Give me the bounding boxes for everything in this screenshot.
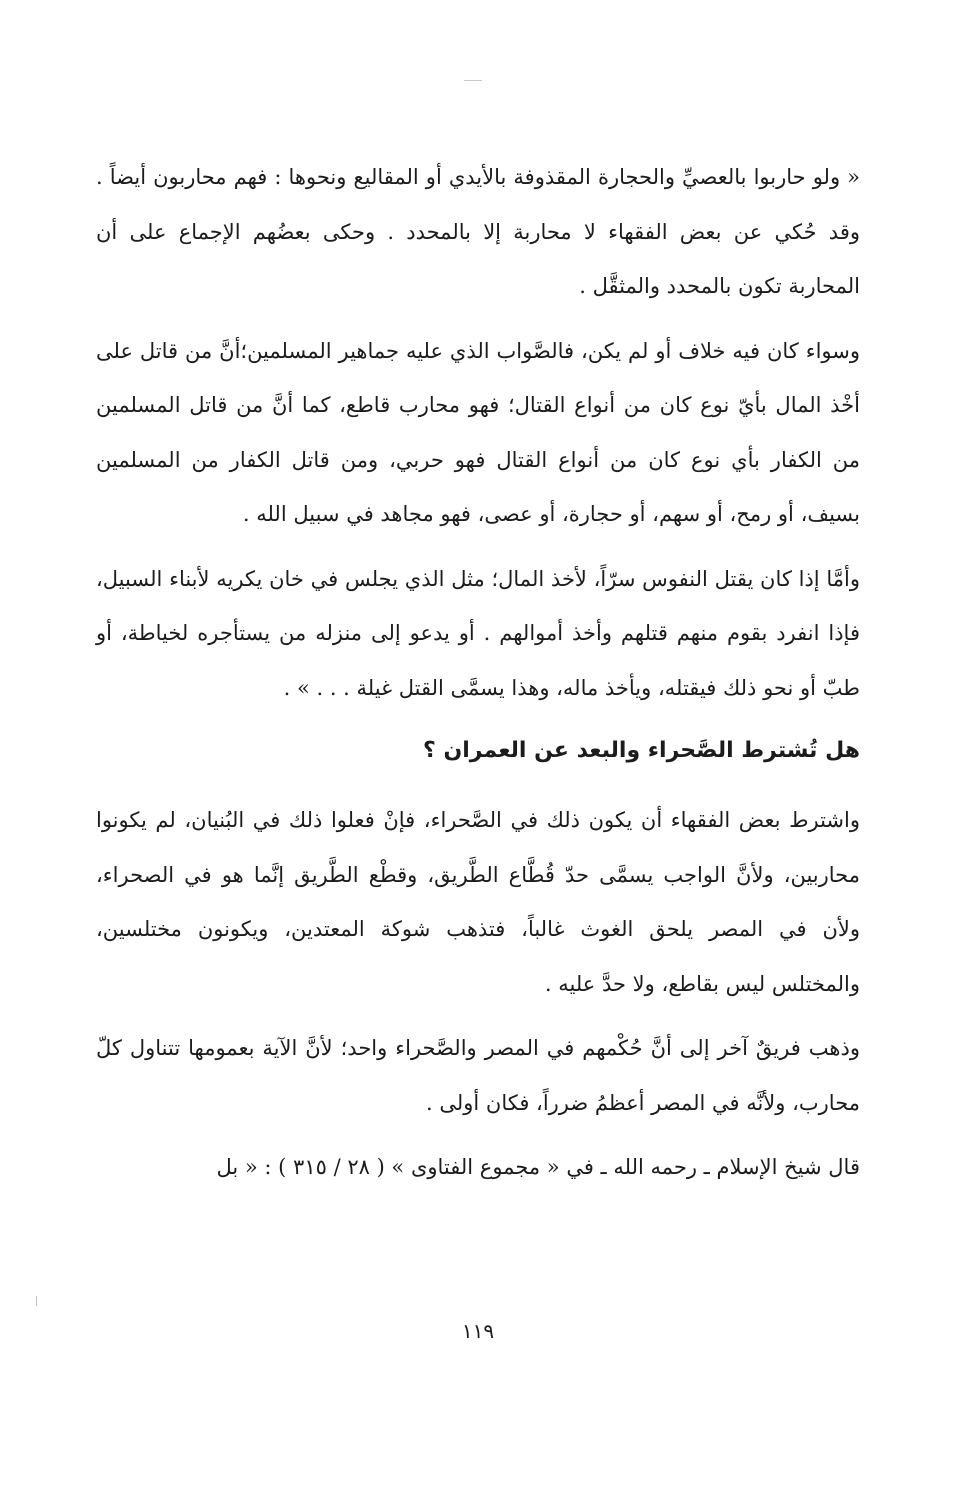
quote-paragraph-1: « ولو حاربوا بالعصيِّ والحجارة المقذوفة بالأيدي أو المقاليع ونحوها : فهم محاربون أيضاً . وقد حُكي عن بعض الفقهاء لا محاربة إلا بالمحدد . وحكى بعضُهم الإجماع على أن المحاربة تكون بالمحدد والمثقَّل .	[96, 165, 860, 298]
quote-paragraph-3: وأمَّا إذا كان يقتل النفوس سرّاً، لأخذ المال؛ مثل الذي يجلس في خان يكريه لأبناء السبيل، فإذا انفرد بقوم منهم قتلهم وأخذ أموالهم . أو يدعو إلى منزله من يستأجره لخياطة، أو طبّ أو نحو ذلك فيقتله، ويأخذ ماله، وهذا يسمَّى القتل غيلة . . . » .	[96, 566, 860, 700]
body-paragraph-3: قال شيخ الإسلام ـ رحمه الله ـ في « مجموع الفتاوى » ( ٢٨ / ٣١٥ ) : « بل	[216, 1155, 860, 1179]
section-heading: هل تُشترط الصَّحراء والبعد عن العمران ؟	[423, 738, 860, 763]
page-body	[96, 150, 860, 1195]
body-paragraph-1: واشترط بعض الفقهاء أن يكون ذلك في الصَّحراء، فإنْ فعلوا ذلك في البُنيان، لم يكونوا محاربين، ولأنَّ الواجب يسمَّى حدّ قُطَّاع الطَّريق، وقطْع الطَّريق إنَّما هو في الصحراء، ولأن في المصر يلحق الغوث غالباً، فتذهب شوكة المعتدين، ويكونون مختلسين، والمختلس ليس بقاطع، ولا حدَّ عليه .	[96, 808, 860, 996]
page-number: ١١٩	[461, 1319, 495, 1343]
left-edge-mark	[36, 1296, 37, 1306]
quote-paragraph-2: وسواء كان فيه خلاف أو لم يكن، فالصَّواب الذي عليه جماهير المسلمين؛أنَّ من قاتل على أخْذ المال بأيّ نوع كان من أنواع القتال؛ فهو محارب قاطع، كما أنَّ من قاتل المسلمين من الكفار بأي نوع كان من أنواع القتال فهو حربي، ومن قاتل الكفار من المسلمين بسيف، أو رمح، أو سهم، أو حجارة، أو عصى، فهو مجاهد في سبيل الله .	[96, 338, 860, 526]
body-paragraph-2: وذهب فريقٌ آخر إلى أنَّ حُكْمهم في المصر والصَّحراء واحد؛ لأنَّ الآية بعمومها تتناول كلّ محارب، ولأنَّه في المصر أعظمُ ضرراً، فكان أولى .	[96, 1036, 860, 1115]
top-margin-mark	[464, 80, 482, 81]
